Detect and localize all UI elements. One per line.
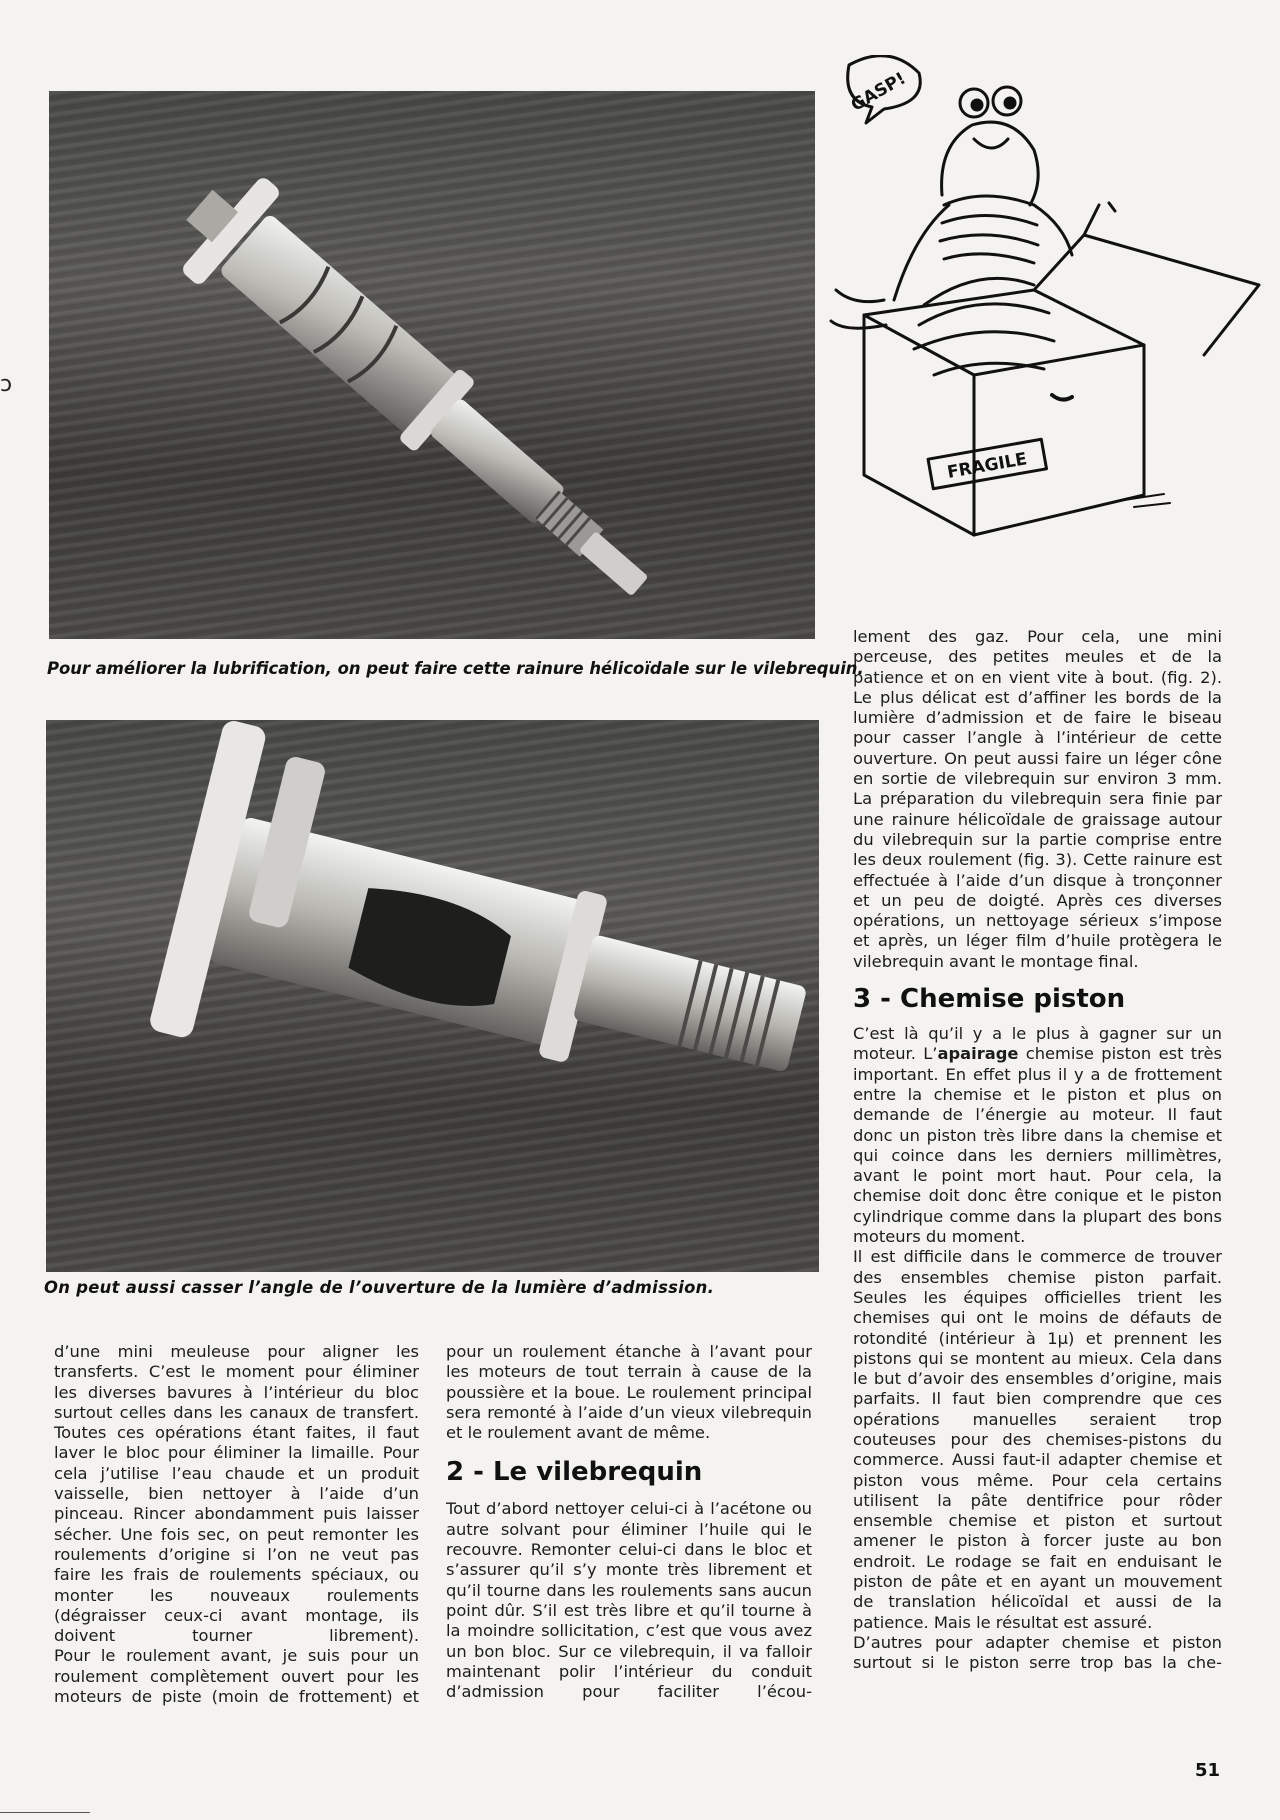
crankshaft-photo-intake-port xyxy=(46,720,819,1272)
section-heading-vilebrequin: 2 - Le vilebrequin xyxy=(446,1457,703,1488)
body-paragraph: Il est difficile dans le commerce de trouver des ensembles chemise piston parfait. Seules les équipes officielles trient les chemises qui ont le moins de défauts de rotondité (intérieur à 1µ) et prennent les pistons qui se montent au mieux. Cela dans le but d’avoir des ensembles d’origine, mais parfaits. Il faut bien comprendre que ces opérations manuelles seraient trop couteuses pour des chemises-pistons du commerce. Aussi faut-il adapter chemise et piston vous même. Pour cela certains utilisent la pâte dentifrice pour rôder ensemble chemise et piston et surtout amener le piston à forcer juste au bon endroit. Le rodage se fait en enduisant le piston de pâte et en ayant un mouvement de translation hélicoïdal et aussi de la patience. Mais le résultat est assuré. xyxy=(853,1247,1222,1632)
body-paragraph: D’autres pour adapter chemise et piston surtout si le piston serre trop bas la che- xyxy=(853,1632,1222,1673)
jack-in-the-box-cartoon xyxy=(824,55,1264,560)
body-paragraph: lement des gaz. Pour cela, une mini perceuse, des petites meules et de la patience et on en vient vite à bout. (fig. 2). Le plus délicat est d’affiner les bords de la lumière d’admission et de faire le biseau pour casser l’angle à l’intérieur de cette ouverture. On peut aussi faire un léger cône en sortie de vilebrequin sur environ 3 mm. La préparation du vilebrequin sera finie par une rainure hélicoïdale de graissage autour du vilebrequin sur la partie comprise entre les deux roulement (fig. 3). Cette rainure est effectuée à l’aide d’un disque à tronçonner et un peu de doigté. Après ces diverses opérations, un nettoyage sérieux s’impose et après, un léger film d’huile protègera le vilebrequin avant le montage final. xyxy=(853,627,1222,971)
body-paragraph xyxy=(853,1024,1222,1247)
emphasized-term: apairage xyxy=(937,1044,1019,1064)
page-edge-mark: ɔ xyxy=(0,372,13,397)
body-paragraph: pour un roulement étanche à l’avant pour les moteurs de tout terrain à cause de la poussière et la boue. Le roulement principal sera remonté à l’aide d’un vieux vilebrequin et le roulement avant de même. xyxy=(446,1342,812,1443)
paragraph-text: chemise piston est très important. En effet plus il y a de frottement entre la chemise et le piston et plus on demande de l’énergie au moteur. Il faut donc un piston très libre dans la chemise et qui coince dans les derniers millimètres, avant le point mort haut. Pour cela, la chemise doit donc être conique et le piston cylindrique comme dans la plupart des bons moteurs du moment. xyxy=(853,1044,1222,1247)
bottom-rule xyxy=(0,1812,90,1813)
body-paragraph: d’une mini meuleuse pour aligner les transferts. C’est le moment pour éliminer les diverses bavures à l’intérieur du bloc surtout celles dans les canaux de transfert. Toutes ces opérations étant faites, il faut laver le bloc pour éliminer la limaille. Pour cela j’utilise l’eau chaude et un produit vaisselle, bien nettoyer à l’aide d’un pinceau. Rincer abondamment puis laisser sécher. Une fois sec, on peut remonter les roulements d’origine si l’on ne veut pas faire les frais de roulements spéciaux, ou monter les nouveaux roulements (dégraisser ceux-ci avant montage, ils doivent tourner librement). xyxy=(54,1342,419,1646)
crankshaft-photo-helical-groove xyxy=(49,91,815,639)
body-paragraph: Pour le roulement avant, je suis pour un roulement complètement ouvert pour les moteurs de piste (moin de frottement) et xyxy=(54,1646,419,1707)
paragraph-text: C’est là qu’il y a le plus à gagner sur un moteur. L’ xyxy=(853,1024,1222,1064)
photo-caption-bottom: On peut aussi casser l’angle de l’ouverture de la lumière d’admission. xyxy=(44,1278,715,1297)
gasp-speech-text: GASP! xyxy=(847,68,910,116)
photo-caption-top: Pour améliorer la lubrification, on peut faire cette rainure hélicoïdale sur le vilebrequin. xyxy=(47,659,864,678)
text-column-middle xyxy=(446,1342,812,1702)
fragile-label: FRAGILE xyxy=(945,449,1029,483)
section-heading-chemise-piston: 3 - Chemise piston xyxy=(853,984,1126,1015)
crankshaft-closeup-illustration xyxy=(46,720,819,1272)
text-column-left xyxy=(54,1342,419,1707)
cartoon-drawing xyxy=(824,55,1264,560)
text-column-right xyxy=(853,627,1222,1674)
page-number: 51 xyxy=(1195,1760,1221,1781)
crankshaft-illustration xyxy=(49,91,815,639)
body-paragraph: Tout d’abord nettoyer celui-ci à l’acétone ou autre solvant pour éliminer l’huile qui le recouvre. Remonter celui-ci dans le bloc et s’assurer qu’il s’y monte très librement et qu’il tourne dans les roulements sans aucun point dûr. S’il est très libre et qu’il tourne à la moindre sollicitation, c’est que vous avez un bon bloc. Sur ce vilebrequin, il va falloir maintenant polir l’intérieur du conduit d’admission pour faciliter l’écou- xyxy=(446,1499,812,1702)
